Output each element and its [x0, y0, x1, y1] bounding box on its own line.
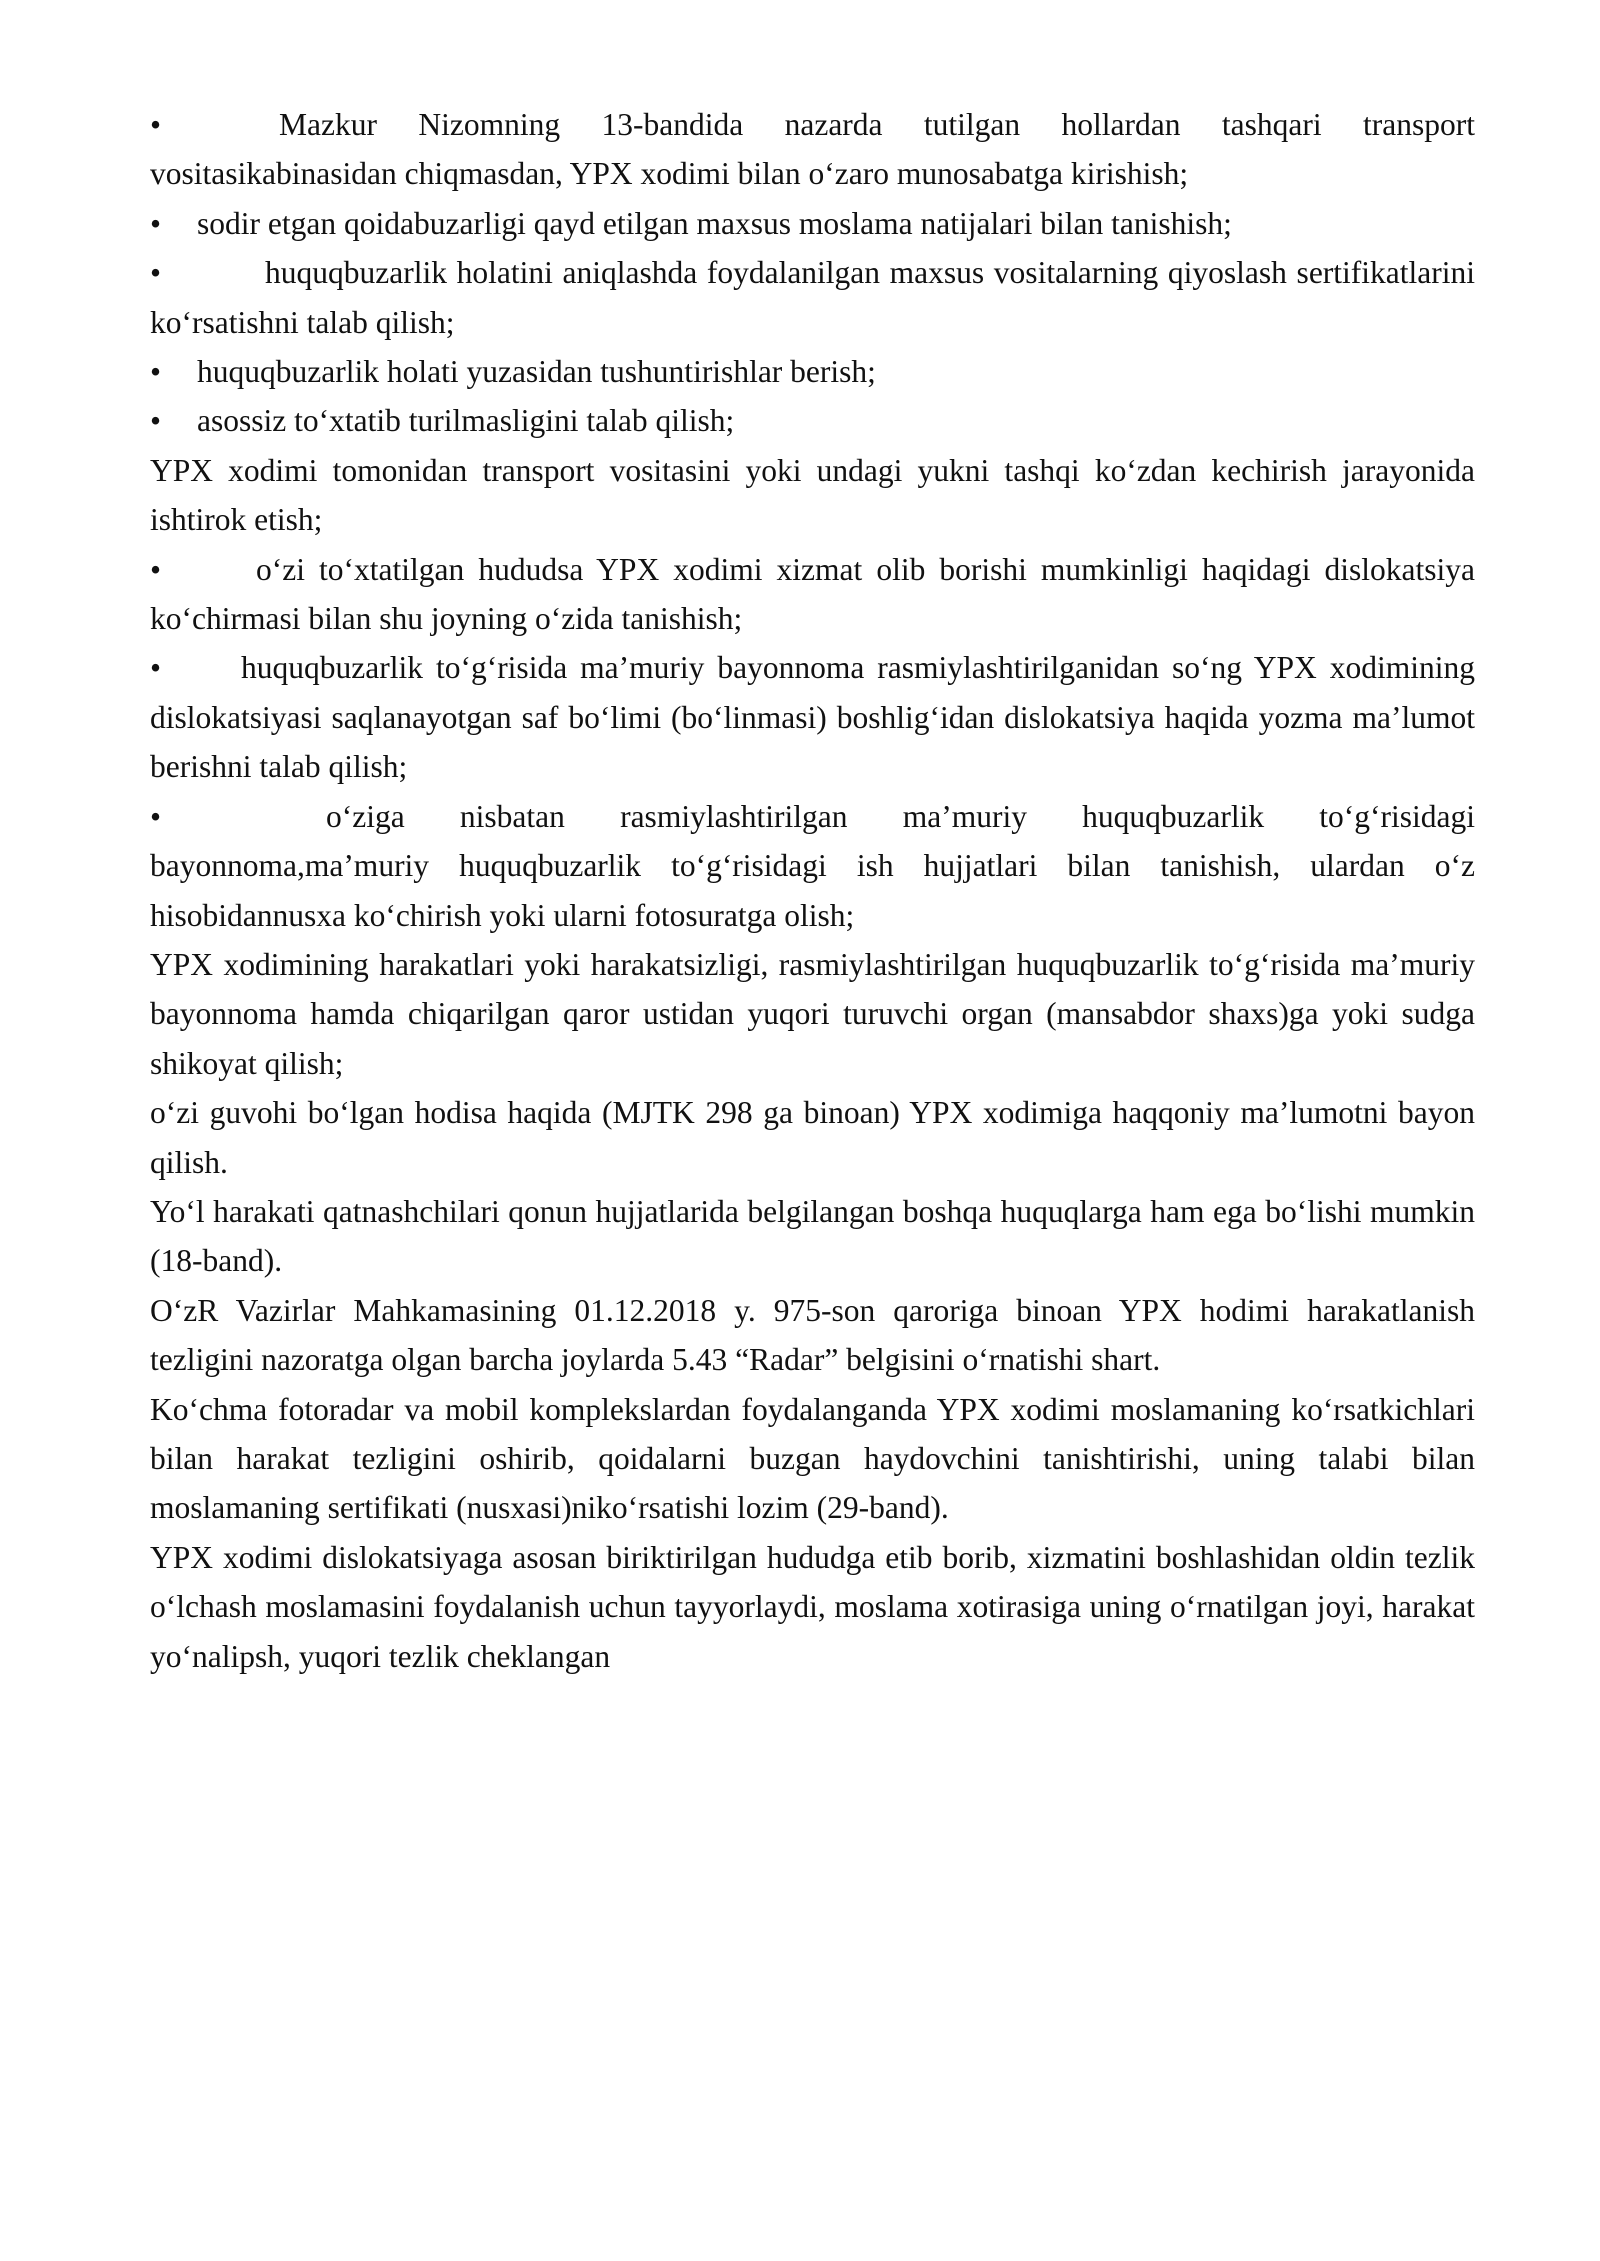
paragraph-5	[150, 396, 1475, 445]
bullet-symbol: •	[150, 551, 162, 587]
paragraph-text: sodir etgan qoidabuzarligi qayd etilgan maxsus moslama natijalari bilan tanishish;	[197, 205, 1232, 241]
paragraph-9	[150, 792, 1475, 940]
paragraph-12	[150, 1187, 1475, 1286]
paragraph-text: YPX xodimining harakatlari yoki harakatsizligi, rasmiylashtirilgan huquqbuzarlik toʻgʻrisida maʼmuriy bayonnoma hamda chiqarilgan qaror ustidan yuqori turuvchi organ (mansabdor shaxs)ga yoki sudga shikoyat qilish;	[150, 946, 1475, 1081]
paragraph-text: YPX xodimi tomonidan transport vositasini yoki undagi yukni tashqi koʻzdan kechirish jarayonida ishtirok etish;	[150, 452, 1475, 538]
paragraph-text: huquqbuzarlik toʻgʻrisida maʼmuriy bayonnoma rasmiylashtirilganidan soʻng YPX xodimining dislokatsiyasi saqlanayotgan saf boʻlimi (boʻlinmasi) boshligʻidan dislokatsiya haqida yozma maʼlumot berishni talab qilish;	[150, 650, 1475, 785]
paragraph-8	[150, 643, 1475, 791]
paragraph-text: asossiz toʻxtatib turilmasligini talab qilish;	[197, 403, 735, 439]
bullet-symbol: •	[150, 255, 162, 291]
paragraph-text: oʻzi guvohi boʻlgan hodisa haqida (MJTK 298 ga binoan) YPX xodimiga haqqoniy maʼlumotni bayon qilish.	[150, 1095, 1475, 1180]
paragraph-text: oʻzi toʻxtatilgan hududsa YPX xodimi xizmat olib borishi mumkinligi haqidagi dislokatsiya koʻchirmasi bilan shu joyning oʻzida tanishish;	[150, 551, 1475, 637]
paragraph-11	[150, 1088, 1475, 1187]
paragraph-7	[150, 545, 1475, 644]
paragraph-text: huquqbuzarlik holatini aniqlashda foydalanilgan maxsus vositalarning qiyoslash sertifikatlarini koʻrsatishni talab qilish;	[150, 255, 1475, 340]
paragraph-text: OʻzR Vazirlar Mahkamasining 01.12.2018 y. 975-son qaroriga binoan YPX hodimi harakatlanish tezligini nazoratga olgan barcha joylarda 5.43 “Radar” belgisini oʻrnatishi shart.	[150, 1292, 1475, 1378]
paragraph-10	[150, 940, 1475, 1088]
bullet-symbol: •	[150, 798, 162, 834]
paragraph-4	[150, 347, 1475, 396]
paragraph-text: Koʻchma fotoradar va mobil komplekslardan foydalanganda YPX xodimi moslamaning koʻrsatkichlari bilan harakat tezligini oshirib, qoidalarni buzgan haydovchini tanishtirishi, uning talabi bilan moslamaning sertifikati (nusxasi)nikoʻrsatishi lozim (29-band).	[150, 1391, 1475, 1526]
bullet-symbol: •	[150, 205, 162, 241]
paragraph-text: oʻziga nisbatan rasmiylashtirilgan maʼmuriy huquqbuzarlik toʻgʻrisidagi bayonnoma,maʼmuriy huquqbuzarlik toʻgʻrisidagi ish hujjatlari bilan tanishish, ulardan oʻz hisobidannusxa koʻchirish yoki ularni fotosuratga olish;	[150, 798, 1475, 933]
paragraph-6	[150, 446, 1475, 545]
paragraph-text: Mazkur Nizomning 13-bandida nazarda tutilgan hollardan tashqari transport vositasikabinasidan chiqmasdan, YPX xodimi bilan oʻzaro munosabatga kirishish;	[150, 107, 1475, 192]
paragraph-text: huquqbuzarlik holati yuzasidan tushuntirishlar berish;	[197, 354, 876, 390]
paragraph-3	[150, 248, 1475, 347]
paragraph-2	[150, 199, 1475, 248]
bullet-symbol: •	[150, 650, 162, 686]
paragraph-14	[150, 1385, 1475, 1533]
paragraph-13	[150, 1286, 1475, 1385]
bullet-symbol: •	[150, 354, 162, 390]
paragraph-text: Yoʻl harakati qatnashchilari qonun hujjatlarida belgilangan boshqa huquqlarga ham ega boʻlishi mumkin (18-band).	[150, 1193, 1475, 1279]
bullet-symbol: •	[150, 107, 162, 142]
paragraph-1	[150, 100, 1475, 199]
bullet-symbol: •	[150, 403, 162, 439]
paragraph-15	[150, 1533, 1475, 1681]
paragraph-text: YPX xodimi dislokatsiyaga asosan biriktirilgan hududga etib borib, xizmatini boshlashidan oldin tezlik oʻlchash moslamasini foydalanish uchun tayyorlaydi, moslama xotirasiga uning oʻrnatilgan joyi, harakat yoʻnalipsh, yuqori tezlik cheklangan	[150, 1539, 1475, 1674]
document-page	[150, 100, 1475, 1681]
